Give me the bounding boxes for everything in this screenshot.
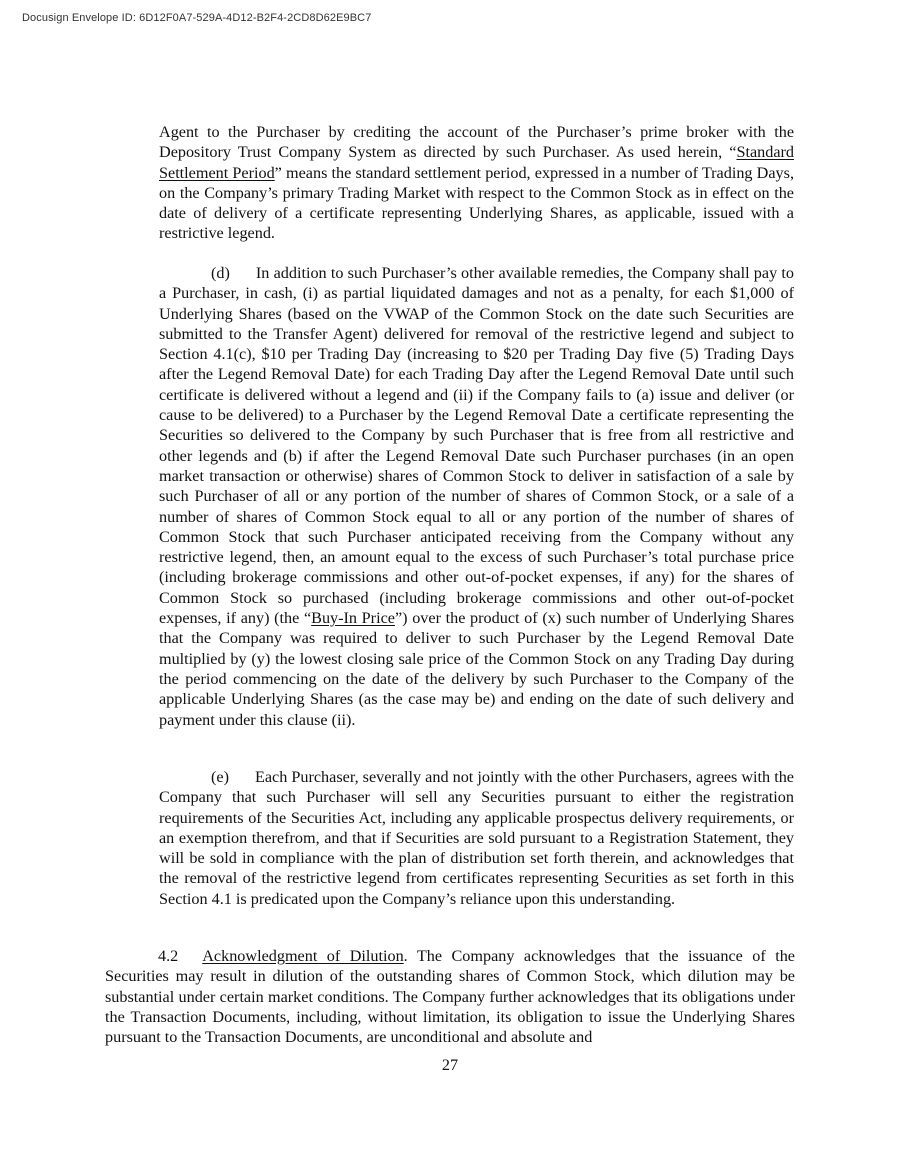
section-4-2: [105, 946, 795, 1047]
paragraph-text: Agent to the Purchaser by crediting the account of the Purchaser’s prime broker with the Depository Trust Company System as directed by such Purchaser. As used herein, “: [159, 123, 794, 162]
defined-term-standard-settlement-period: Standard Settlement Period: [159, 143, 794, 182]
defined-term-buy-in-price: Buy-In Price: [311, 609, 395, 628]
page-number: 27: [441, 1056, 459, 1074]
paragraph-text: ” means the standard settlement period, expressed in a number of Trading Days, on the Company’s primary Trading Market with respect to the Common Stock as in effect on the date of delivery of a certificate representing Underlying Shares, as applicable, issued with a restrictive legend.: [159, 163, 795, 243]
envelope-id: Docusign Envelope ID: 6D12F0A7-529A-4D12-B2F4-2CD8D62E9BC7: [22, 12, 372, 24]
paragraph-text: ”) over the product of (x) such number of Underlying Shares that the Company was required to deliver to such Purchaser by the Legend Removal Date multiplied by (y) the lowest closing sale price of the Common Stock on any Trading Day during the period commencing on the date of the delivery by such Purchaser to the Company of the applicable Underlying Shares (as the case may be) and ending on the date of such delivery and payment under this clause (ii).: [159, 609, 795, 729]
section-number: 4.2: [158, 947, 179, 965]
paragraph-label: (d): [211, 264, 230, 282]
paragraph-text: Each Purchaser, severally and not jointly with the other Purchasers, agrees with the Company that such Purchaser will sell any Securities pursuant to either the registration requirements of the Securities Act, including any applicable prospectus delivery requirements, or an exemption therefrom, and that if Securities are sold pursuant to a Registration Statement, they will be sold in compliance with the plan of distribution set forth therein, and acknowledges that the removal of the restrictive legend from certificates representing Securities as set forth in this Section 4.1 is predicated upon the Company’s reliance upon this understanding.: [159, 768, 794, 908]
section-heading: Acknowledgment of Dilution: [202, 947, 404, 965]
paragraph-text: . The Company acknowledges that the issuance of the Securities may result in dilution of the outstanding shares of Common Stock, which dilution may be substantial under certain market conditions. The Company further acknowledges that its obligations under the Transaction Documents, including, without limitation, its obligation to issue the Underlying Shares pursuant to the Transaction Documents, are unconditional and absolute and: [105, 947, 795, 1047]
paragraph-label: (e): [211, 768, 229, 786]
paragraph-d: [159, 263, 794, 730]
paragraph-e: [159, 767, 794, 909]
paragraph-c-continuation: [159, 122, 794, 244]
paragraph-text: In addition to such Purchaser’s other available remedies, the Company shall pay to a Purchaser, in cash, (i) as partial liquidated damages and not as a penalty, for each $1,000 of Underlying Shares (based on the VWAP of the Common Stock on the date such Securities are submitted to the Transfer Agent) delivered for removal of the restrictive legend and subject to Section 4.1(c), $10 per Trading Day (increasing to $20 per Trading Day five (5) Trading Days after the Legend Removal Date) for each Trading Day after the Legend Removal Date until such certificate is delivered without a legend and (ii) if the Company fails to (a) issue and deliver (or cause to be delivered) to a Purchaser by the Legend Removal Date a certificate representing the Securities so delivered to the Company by such Purchaser that is free from all restrictive and other legends and (b) if after the Legend Removal Date such Purchaser purchases (in an open market transaction or otherwise) shares of Common Stock to deliver in satisfaction of a sale by such Purchaser of all or any portion of the number of shares of Common Stock, or a sale of a number of shares of Common Stock equal to all or any portion of the number of shares of Common Stock that such Purchaser anticipated receiving from the Company without any restrictive legend, then, an amount equal to the excess of such Purchaser’s total purchase price (including brokerage commissions and other out-of-pocket expenses, if any) for the shares of Common Stock so purchased (including brokerage commissions and other out-of-pocket expenses, if any) (the “: [159, 264, 794, 628]
